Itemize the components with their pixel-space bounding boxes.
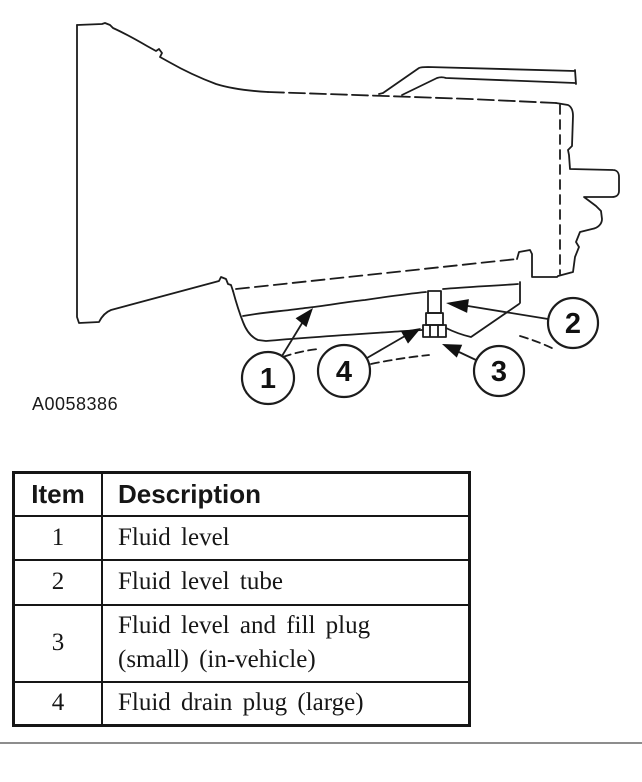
row-3-description: Fluid level and fill plug (small) (in-vehicle) [102, 605, 470, 682]
bellhousing-top-outline [77, 23, 268, 92]
row-3-item: 3 [14, 605, 103, 682]
table-row [14, 560, 470, 605]
callout-4-number: 4 [335, 356, 353, 388]
arrowhead-3 [442, 344, 462, 358]
fluid-level-line [243, 284, 518, 316]
dashed-arc-left [283, 349, 318, 357]
row-4-description: Fluid drain plug (large) [102, 682, 470, 726]
rear-housing-contour [517, 103, 619, 277]
case-bottom-rail-dashed [236, 259, 517, 289]
row-2-description: Fluid level tube [102, 560, 470, 605]
case-top-edge-dashed [268, 92, 556, 103]
row-2-item: 2 [14, 560, 103, 605]
fill-plug-collar [426, 313, 443, 325]
fill-plug-tube [428, 291, 441, 313]
header-item: Item [14, 473, 103, 516]
bellhousing-left-bottom-outline [77, 25, 233, 323]
figure-id-label: A0058386 [32, 394, 119, 414]
table-row [14, 605, 470, 682]
legend-header-row [14, 473, 470, 516]
callout-2-number: 2 [564, 308, 582, 340]
table-row [14, 682, 470, 726]
arrowhead-1 [296, 308, 313, 327]
dashed-arc-right [520, 336, 556, 350]
oil-pan-right-outline [446, 282, 520, 337]
arrowhead-2 [446, 299, 469, 313]
oil-pan-outline [233, 291, 422, 341]
table-row [14, 516, 470, 560]
leader-line-3 [459, 352, 476, 360]
legend-table [12, 471, 471, 727]
leader-line-4 [367, 336, 405, 358]
row-1-description: Fluid level [102, 516, 470, 560]
leader-line-2 [468, 306, 548, 319]
callout-3-number: 3 [490, 356, 508, 388]
bottom-divider-line [0, 742, 642, 744]
header-description: Description [102, 473, 470, 516]
drain-plug-nut [423, 325, 446, 337]
callout-1-number: 1 [259, 363, 277, 395]
dashed-arc-middle [371, 355, 429, 364]
fluid-level-tube-outline [379, 67, 576, 95]
row-1-item: 1 [14, 516, 103, 560]
row-4-item: 4 [14, 682, 103, 726]
